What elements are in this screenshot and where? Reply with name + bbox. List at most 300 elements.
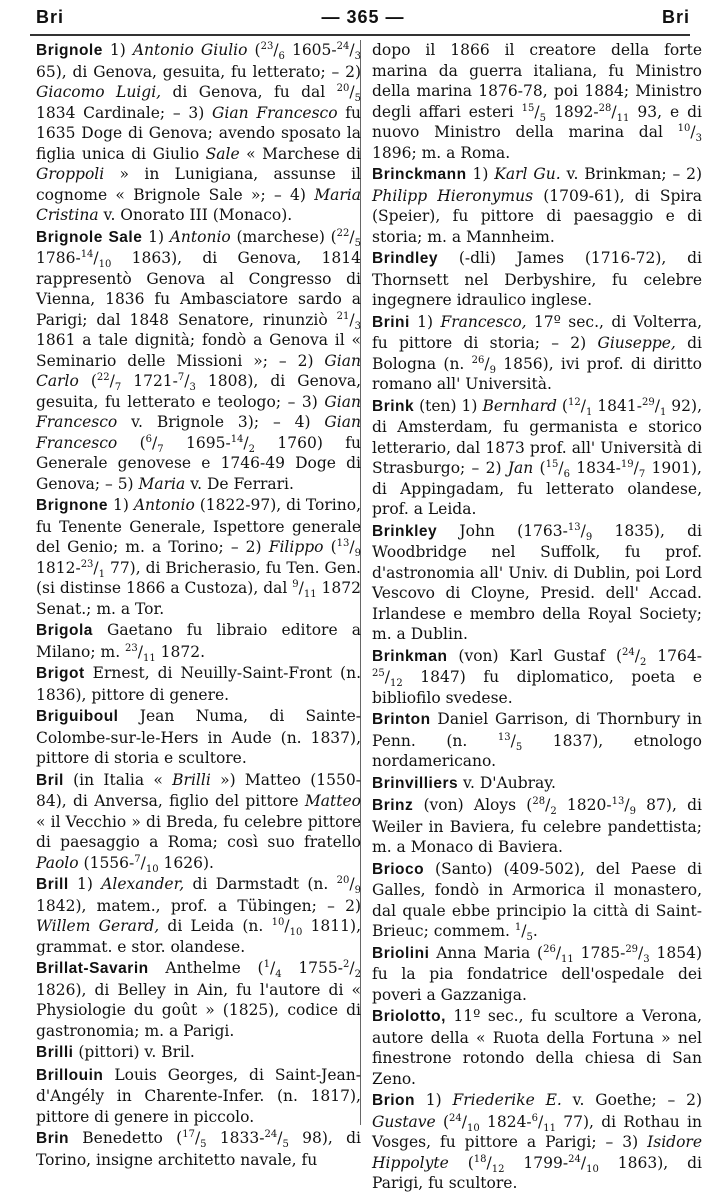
entry-text: 17º sec., di Volterra, fu pittore di storia; – 2) (372, 312, 702, 352)
entry-text: ( (247, 41, 261, 59)
entry-text: Gian Francesco (212, 103, 338, 122)
entry-text: 2 (640, 656, 647, 668)
entry-text: 1) (466, 165, 495, 183)
entry-text: Anthelme ( (148, 959, 264, 977)
entry-text: Ernest, di Neuilly-Saint-Front (n. 1836), pittore di genere. (36, 664, 361, 704)
entry-text: Francesco, (440, 312, 527, 331)
dictionary-entry (372, 164, 702, 247)
entry-text: 22 (96, 371, 110, 383)
entry-text: Philipp Hieronymus (372, 186, 534, 205)
entry-text: 28 (598, 102, 612, 114)
entry-text: / (349, 959, 355, 977)
dictionary-entry (36, 706, 361, 769)
entry-text: 1695- (163, 433, 231, 452)
entry-text: 22 (336, 227, 350, 239)
entry-text: 10 (586, 1163, 599, 1175)
entry-text: 2 (343, 958, 350, 970)
entry-text: 1892- (545, 102, 599, 121)
entry-text: 13 (336, 537, 350, 549)
entry-text: ( (448, 1153, 474, 1172)
entry-text: / (580, 1153, 587, 1172)
entry-text: Antonio Giulio (132, 41, 248, 59)
entry-text: / (137, 642, 144, 661)
entry-text: 1861 a tale dignità; fondò a Genova il « Seminario delle Missioni »; – 2) (36, 331, 361, 370)
dictionary-entry (372, 521, 702, 645)
entry-text: / (109, 372, 115, 390)
entry-headword: Brillouin (36, 1066, 104, 1084)
entry-text: v. De Ferrari. (185, 474, 294, 493)
entry-text: / (633, 459, 639, 477)
entry-text: 1) (68, 875, 102, 893)
header-rule (30, 34, 690, 36)
entry-text: 98), di Torino, insigne architetto navale, fu (36, 1129, 361, 1169)
entry-text: di Genova, fu dal (161, 83, 337, 101)
dictionary-entry (372, 1090, 702, 1194)
entry-text: / (349, 41, 355, 59)
entry-text: 10 (98, 259, 112, 271)
entry-text: / (486, 1153, 492, 1172)
entry-text: Isidore Hippolyte (372, 1133, 702, 1172)
entry-text: 9 (585, 531, 593, 543)
entry-text: / (558, 459, 564, 477)
entry-text: 1786- (36, 249, 81, 267)
entry-text: Matteo (304, 792, 361, 810)
entry-text: Jan (507, 459, 534, 477)
entry-text: 7 (638, 469, 646, 481)
entry-text: 93, e di nuovo Ministro della marina dal (372, 102, 703, 141)
entry-text: di Darmstadt (n. (184, 875, 337, 893)
entry-text: 1) (142, 227, 170, 246)
right-column (372, 40, 702, 1195)
entry-text: 9 (629, 806, 636, 818)
entry-text: 1856), ivi prof. di diritto romano all' Università. (372, 354, 703, 393)
dictionary-entry (36, 874, 361, 957)
entry-text: 65), di Genova, gesuita, fu letterato; – 2) (36, 62, 361, 81)
entry-text: Daniel Garrison, di Thornbury in Penn. (n. (372, 710, 702, 750)
dictionary-entry (372, 709, 702, 772)
entry-text: 1833- (206, 1129, 265, 1147)
entry-text: 11 (616, 112, 630, 124)
entry-text: / (243, 433, 249, 452)
dictionary-entry (36, 1042, 361, 1064)
entry-text: / (194, 1129, 201, 1147)
entry-text: 3 (695, 133, 702, 145)
entry-text: v. Brinkman; – 2) (560, 165, 702, 183)
entry-text: Anna Maria ( (429, 943, 544, 962)
entry-headword: Brigot (36, 665, 85, 682)
entry-text: v. D'Aubray. (458, 773, 556, 792)
entry-text: Maria Cristina (36, 185, 361, 224)
entry-text: 10 (271, 916, 285, 928)
entry-text: 1) (409, 312, 441, 331)
entry-headword: Brinz (372, 797, 414, 814)
entry-text: 23 (80, 558, 94, 570)
dictionary-entry (36, 40, 361, 226)
entry-text: 2 (550, 806, 557, 818)
entry-text: 5 (526, 932, 533, 944)
entry-text: 5 (354, 237, 362, 249)
entry-text: Giuseppe, (597, 334, 676, 352)
left-column (36, 40, 361, 1171)
entry-text: dopo il 1866 il creatore della forte marina da guerra italiana, fu Ministro della marina 1876-78, poi 1884; Ministro degli affari esteri (372, 41, 702, 121)
entry-text: 1721- (121, 372, 178, 390)
entry-text: Sale (205, 144, 240, 163)
entry-text: « Marchese di (239, 144, 361, 163)
entry-text: 13 (611, 795, 625, 807)
dictionary-entry (36, 663, 361, 705)
entry-text: 11 (303, 589, 317, 601)
entry-text: 1785- (573, 943, 626, 962)
entry-text: (1556- (78, 853, 135, 872)
entry-text: / (555, 943, 562, 962)
entry-text: Gustave (372, 1112, 436, 1131)
entry-text: / (510, 731, 516, 750)
entry-text: (Santo) (409-502), del Paese di Galles, fondò in Armorica il monastero, dal quale ebbe principio la città di Saint-Brieuc; commem. (372, 859, 702, 940)
dictionary-entry (36, 1065, 361, 1128)
entry-text: / (634, 646, 641, 665)
entry-text: / (349, 310, 355, 329)
entry-text: di Bologna (n. (372, 334, 703, 373)
entry-text: 13 (497, 731, 511, 743)
entry-text: Filippo (268, 538, 324, 556)
entry-text: Antonio (169, 227, 231, 246)
entry-text: ( (556, 396, 568, 415)
entry-text: 29 (641, 396, 655, 408)
entry-text: Karl Gu. (494, 165, 561, 183)
entry-text: Gian Carlo (36, 351, 361, 390)
entry-text: 29 (625, 943, 639, 955)
entry-text: 87), di Weiler in Baviera, fu celebre pandettista; m. a Monaco di Baviera. (372, 796, 702, 856)
entry-text: 5 (282, 1139, 289, 1151)
entry-text: 10 (289, 927, 303, 939)
entry-text: 3 (643, 953, 650, 965)
dictionary-entry (372, 646, 702, 709)
entry-text: 7 (157, 443, 164, 455)
entry-text: 3 (354, 51, 361, 63)
entry-text: 23 (260, 40, 274, 52)
dictionary-entry (372, 396, 702, 520)
entry-text: / (690, 123, 696, 141)
entry-headword: Brinton (372, 711, 431, 728)
entry-text: v. Goethe; – 2) (561, 1091, 702, 1109)
entry-text: 26 (471, 354, 485, 366)
entry-text: / (580, 396, 586, 415)
entry-text: 17 (182, 1128, 195, 1140)
entry-text: / (534, 102, 540, 121)
entry-text: / (269, 959, 276, 977)
entry-text: 6 (278, 51, 285, 63)
entry-text: 14 (80, 248, 94, 260)
dictionary-entry (36, 227, 361, 495)
entry-text: / (538, 1112, 544, 1131)
entry-text: 12 (491, 1163, 505, 1175)
entry-text: 15 (521, 102, 535, 114)
entry-text: 6 (563, 469, 570, 481)
entry-text: 5 (200, 1139, 207, 1151)
entry-text: 1896; m. a Roma. (372, 143, 511, 162)
entry-text: v. Onorato III (Monaco). (98, 206, 293, 224)
entry-text: / (184, 372, 190, 390)
header-right: Bri (661, 6, 690, 27)
dictionary-entry (36, 495, 361, 619)
entry-text: 1) (414, 1091, 453, 1109)
entry-text: 5 (539, 112, 546, 124)
entry-headword: Brindley (372, 250, 439, 267)
entry-text: Gaetano fu libraio editore a Milano; m. (36, 621, 361, 661)
entry-text: / (461, 1112, 467, 1131)
entry-text: 1760) fu Generale genovese e 1746-49 Doge di Genova; – 5) (36, 433, 361, 493)
dictionary-entry (36, 770, 361, 874)
entry-headword: Brinckmann (372, 166, 467, 183)
entry-text: ») Matteo (1550-84), di Anversa, figlio del pittore (36, 770, 361, 810)
entry-text: 1824- (479, 1112, 532, 1131)
entry-text: Bernhard (482, 396, 557, 415)
entry-headword: Brion (372, 1092, 415, 1109)
entry-text: 1799- (504, 1153, 569, 1172)
entry-text: Friederike E. (452, 1091, 562, 1109)
entry-text: (1709-61), di Spira (Speier), fu pittore di paesaggio e di storia; m. a Mannheim. (372, 186, 702, 246)
entry-text: 9 (354, 548, 361, 560)
entry-headword: Brignone (36, 497, 109, 514)
entry-text: 77), di Bricherasio, fu Ten. Gen. (si distinse 1866 a Custoza), dal (36, 558, 361, 597)
entry-headword: Bril (36, 771, 64, 789)
entry-text: 77), di Rothau in Vosges, fu pittore a Parigi; – 3) (372, 1112, 702, 1151)
entry-text: 11º sec., fu scultore a Verona, autore della « Ruota della Fortuna » nel finestrone rotondo della chiesa di San Zeno. (372, 1007, 702, 1088)
entry-text: 24 (622, 646, 635, 658)
entry-text: 1626). (158, 853, 214, 872)
entry-text: 23 (125, 642, 138, 654)
entry-text: 7 (114, 382, 122, 394)
entry-text: John (1763- (437, 521, 568, 540)
entry-text: (pittori) v. Bril. (73, 1043, 195, 1061)
entry-text: v. Brignole 3); – 4) (117, 413, 325, 431)
entry-text: 24 (568, 1153, 581, 1165)
entry-text: (ten) 1) (414, 396, 483, 415)
entry-headword: Brin (36, 1130, 69, 1147)
entry-text: / (152, 433, 158, 452)
entry-text: 10 (677, 122, 691, 134)
entry-text: Giacomo Luigi, (36, 83, 162, 101)
entry-text: di Leida (n. (159, 917, 272, 935)
entry-text: / (93, 558, 99, 577)
dictionary-entry (36, 620, 361, 662)
entry-text: 18 (473, 1153, 487, 1165)
dictionary-entry (36, 1128, 361, 1170)
entry-text: 6 (531, 1112, 539, 1124)
dictionary-entry (372, 248, 702, 311)
entry-text: 1841- (592, 396, 642, 415)
entry-text: Paolo (36, 853, 79, 872)
entry-text: 9 (292, 578, 299, 590)
entry-headword: Brini (372, 313, 410, 331)
entry-text: 24 (264, 1128, 278, 1140)
entry-text: / (298, 579, 304, 597)
entry-text: 1901), di Appingadam, fu letterato olandese, prof. a Leida. (372, 459, 702, 518)
entry-text: 25 (372, 667, 385, 679)
entry-text: 5 (515, 741, 523, 753)
entry-text: 12 (389, 678, 403, 690)
entry-text: 1835), di Woodbridge nel Suffolk, fu prof. d'astronomia all' Univ. di Dublin, poi Lord Vescovo di Cloyne, Presid. dell' Accad. Irlandese e membro della Royal Society; m. a Dublin. (372, 521, 702, 643)
entry-text: / (349, 83, 355, 101)
entry-text: 3 (354, 320, 361, 332)
entry-text: 24 (449, 1112, 462, 1124)
entry-text: 19 (620, 458, 634, 470)
entry-text: 3 (189, 382, 196, 394)
entry-text: / (349, 227, 355, 246)
entry-text: Groppoli (36, 165, 105, 183)
entry-headword: Brillat-Savarin (36, 960, 149, 977)
entry-text: 1863), di Genova, 1814 rappresentò Genova al Congresso di Vienna, 1836 fu Ambasciatore sardo a Parigi; dal 1848 Senatore, rinunziò (36, 249, 361, 329)
entry-text: ( (117, 433, 146, 452)
entry-text: / (611, 102, 617, 121)
entry-text: (1822-97), di Torino, fu Tenente Generale, Ispettore generale del Genio; m. a Torino; – 2) (36, 496, 362, 556)
entry-text: Louis Georges, di Saint-Jean-d'Angély in Charente-Infer. (n. 1817), pittore di genere in piccolo. (36, 1065, 361, 1126)
entry-text: / (284, 917, 290, 935)
entry-text: ( (435, 1112, 450, 1131)
entry-text: / (93, 249, 99, 267)
entry-text: 9 (489, 364, 496, 376)
entry-text: 7 (134, 853, 141, 865)
entry-headword: Brinkley (372, 522, 438, 540)
entry-text: » in Lunigiana, assunse il cognome « Brignole Sale »; – 4) (36, 165, 361, 204)
entry-headword: Briolini (372, 944, 430, 962)
entry-text: 21 (336, 310, 350, 322)
entry-text: 1820- (556, 796, 612, 814)
entry-text: Gian Francesco (36, 413, 361, 452)
entry-text: 1834 Cardinale; – 3) (36, 103, 213, 122)
entry-text: 5 (354, 93, 361, 105)
entry-text: 1872. (155, 642, 206, 661)
entry-text: / (484, 354, 490, 373)
entry-headword: Brinkman (372, 647, 448, 665)
dictionary-entry (372, 859, 702, 942)
entry-text: (-dli) James (1716-72), di Thornsett nel Derbyshire, fu celebre ingegnere idraulico inglese. (372, 249, 702, 309)
entry-text: 1 (585, 406, 593, 418)
entry-text: / (654, 396, 660, 415)
entry-text: ( (323, 538, 337, 556)
entry-text: 1605- (284, 41, 337, 59)
entry-text: (von) Karl Gustaf ( (447, 646, 623, 665)
dictionary-entry (372, 773, 702, 795)
entry-text: 1755- (281, 959, 344, 977)
entry-text: 2 (354, 969, 361, 981)
entry-headword: Brinvilliers (372, 774, 459, 792)
entry-text: / (349, 875, 355, 893)
entry-text: 9 (354, 885, 361, 897)
entry-text: Benedetto ( (69, 1129, 183, 1147)
entry-text: Antonio (133, 496, 195, 514)
entry-text: 10 (467, 1122, 480, 1134)
entry-text: 1847) fu diplomatico, poeta e bibliofilo svedese. (372, 668, 702, 707)
entry-text: / (580, 521, 586, 540)
entry-text: / (349, 538, 355, 556)
entry-text: (in Italia « (63, 770, 173, 789)
entry-headword: Brignole (36, 42, 103, 59)
page-header (30, 4, 690, 30)
entry-text: 10 (145, 863, 159, 875)
entry-text: (marchese) ( (230, 227, 337, 246)
entry-text: 24 (336, 40, 350, 52)
entry-text: ( (533, 459, 546, 477)
entry-text: / (140, 853, 146, 872)
entry-text: 1764- (646, 646, 702, 665)
entry-text: 6 (145, 433, 153, 445)
entry-text: 1812- (36, 558, 81, 577)
entry-text: / (384, 668, 390, 686)
entry-headword: Brilli (36, 1044, 74, 1061)
entry-text: fu 1635 Doge di Genova; avendo sposato la figlia unica di Giulio (36, 103, 362, 163)
entry-text: 1 (98, 568, 106, 580)
entry-text: / (638, 943, 644, 962)
entry-text: Jean Numa, di Sainte-Colombe-sur-le-Hers in Aude (n. 1837), pittore di storia e scultore. (36, 707, 361, 767)
entry-text: 26 (543, 943, 556, 955)
entry-text: 1 (263, 958, 270, 970)
entry-text: 1854) fu la pia fondatrice dell'ospedale dei poveri a Gazzaniga. (372, 943, 702, 1004)
entry-text: 1872 Senat.; m. a Tor. (36, 579, 361, 618)
entry-text: 2 (248, 443, 256, 455)
entry-headword: Brink (372, 397, 415, 415)
entry-text: Brilli (172, 770, 211, 789)
entry-text: Alexander, (101, 875, 185, 893)
entry-text: (von) Aloys ( (413, 796, 533, 814)
entry-text: / (521, 922, 527, 940)
entry-headword: Briguiboul (36, 708, 119, 725)
entry-text: 20 (336, 874, 350, 886)
entry-text: 7 (177, 371, 185, 383)
entry-text: 1 (514, 921, 522, 933)
entry-headword: Brignole Sale (36, 228, 143, 246)
entry-text: 1863), di Parigi, fu scultore. (372, 1153, 702, 1192)
entry-text: 1834- (569, 459, 621, 477)
dictionary-entry (372, 795, 702, 858)
entry-text: 11 (543, 1122, 557, 1134)
entry-text: 1 (659, 406, 667, 418)
entry-text: Gian Francesco (36, 392, 361, 431)
entry-text: 1) (108, 496, 134, 514)
dictionary-entry (372, 312, 702, 395)
entry-text: 4 (275, 969, 282, 981)
page-number: — 365 — (321, 6, 405, 27)
entry-headword: Brill (36, 876, 69, 893)
entry-text: 13 (567, 521, 581, 533)
entry-text: 11 (561, 953, 574, 965)
entry-text: / (277, 1129, 283, 1147)
entry-text: 1842), matem., prof. a Tübingen; – 2) (36, 896, 361, 915)
dictionary-entry (372, 943, 702, 1006)
entry-text: / (273, 41, 279, 59)
entry-text: / (545, 796, 551, 814)
entry-text: Willem Gerard, (36, 917, 160, 935)
entry-text: 15 (545, 458, 559, 470)
entry-text: 1826), di Belley in Ain, fu l'autore di « Physiologie du goût » (1825), codice di gastronomia; m. a Parigi. (36, 980, 361, 1040)
entry-text: 1837), etnologo nordamericano. (372, 731, 702, 770)
entry-headword: Briolotto, (372, 1008, 446, 1025)
entry-text: « il Vecchio » di Breda, fu celebre pittore di paesaggio a Roma; così suo fratello (36, 812, 361, 851)
entry-text: 28 (532, 795, 546, 807)
entry-text: 12 (567, 396, 581, 408)
entry-text: 92), di Amsterdam, fu germanista e storico letterario, dal 1873 prof. all' Università di Strasburgo; – 2) (372, 396, 702, 477)
entry-text: 1811), grammat. e stor. olandese. (36, 917, 361, 956)
entry-text: 20 (336, 82, 350, 94)
entry-text: 11 (143, 652, 156, 664)
dictionary-entry (36, 958, 361, 1041)
entry-headword: Brigola (36, 622, 93, 639)
entry-text: . (532, 922, 538, 940)
dictionary-entry (372, 1006, 702, 1089)
entry-text: 1) (102, 41, 133, 59)
dictionary-entry (372, 40, 702, 163)
entry-text: 1808), di Genova, gesuita, fu letterato e teologo; – 3) (36, 372, 361, 411)
